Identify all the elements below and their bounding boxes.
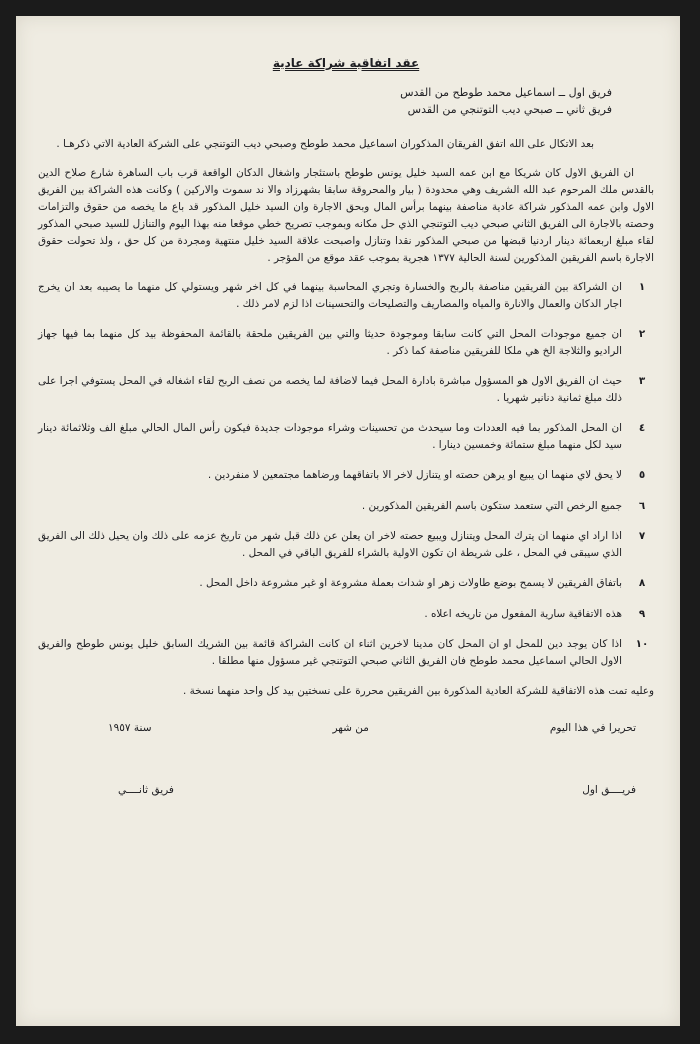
clause-item (38, 636, 654, 669)
clause-text: جميع الرخص التي ستعمد ستكون باسم الفريقين المذكورين . (361, 499, 622, 512)
signature-second-party: فريق ثانــــي (118, 784, 174, 796)
clause-item (38, 575, 654, 592)
clause-number: ٨ (638, 577, 646, 589)
clause-item (38, 606, 654, 623)
party-second: فريق ثاني ــ صبحي ديب التوتنجي من القدس (407, 103, 612, 116)
clause-item (38, 498, 654, 515)
clause-item (38, 528, 654, 561)
intro-paragraph: بعد الاتكال على الله اتفق الفريقان المذكوران اسماعيل محمد طوطح وصبحي ديب التوتنجي على الشركة العادية الاتي ذكرهـا . (56, 138, 594, 150)
party-first: فريق اول ــ اسماعيل محمد طوطح من القدس (400, 86, 612, 99)
clause-text: ان جميع موجودات المحل التي كانت سابقا وموجودة حديثا والتي بين الفريقين ملحقة بالقائمة المحفوظة بيد كل منهما بما فيها جهاز الراديو والثلاجة الخ هي ملكا للفريقين مناصفة كما ذكر . (38, 328, 622, 357)
clause-text: باتفاق الفريقين لا يسمح بوضع طاولات زهر او شدات بعملة مشروعة او غير مشروعة داخل المحل . (199, 577, 622, 589)
clause-number: ٩ (638, 607, 646, 620)
date-row (38, 722, 654, 734)
written-today-label: تحريرا في هذا اليوم (549, 722, 636, 734)
parties-block (38, 84, 654, 118)
clause-number: ٧ (638, 530, 646, 542)
clause-item (38, 373, 654, 406)
month-label: من شهر (332, 722, 369, 734)
contract-body (38, 56, 654, 796)
clauses-list (38, 279, 654, 669)
clause-item (38, 467, 654, 484)
clause-item (38, 279, 654, 312)
clause-number: ٦ (638, 499, 646, 512)
signature-row (38, 784, 654, 796)
clause-text: لا يحق لاي منهما ان يبيع او يرهن حصته او يتنازل لاخر الا باتفاقهما ورضاهما مجتمعين لا منفردين . (207, 469, 622, 481)
background-paragraph: ان الفريق الاول كان شريكا مع ابن عمه السيد خليل يونس طوطح باستئجار واشغال الدكان الواقعة قرب باب الساهرة شارع صلاح الدين بالقدس ملك المرحوم عبد الله الشريف وهي محدودة ( بيار والمحروقة سابقا بشهرزاد والا ند سموت والاركين ) وكانت هذه الشراكة بين الفريق الاول وابن عمه المذكور شراكة عادية مناصفة بينهما برأس المال وبحق الاجارة وان السيد خليل المذكور قد باع ما يخصه من حقوق والتزامات وحصته بالاجارة الى الفريق الثاني صبحي ديب التوتنجي الذي حل مكانه وبموجب تصريح خطي موقعا منه بهذا اليوم والتنازل للسيد صبحي المذكور لقاء مبلغ اربعمائة دينار اردنيا قبضها من صبحي المذكور نقدا وتنازل واصبحت علاقة السيد خليل منتهية ومجردة من كل حق ، ولذ تحولت حقوق الاجارة باسم الفريقين المذكورين لسنة الحالية ١٣٧٧ هجرية بموجب عقد موقع من المؤجر . (38, 167, 654, 264)
closing-paragraph: وعليه تمت هذه الاتفاقية للشركة العادية المذكورة بين الفريقين محررة على نسختين بيد كل واحد منهما نسخة . (182, 685, 654, 697)
clause-text: هذه الاتفاقية سارية المفعول من تاريخه اعلاه . (424, 607, 622, 620)
clause-item (38, 326, 654, 359)
clause-text: حيث ان الفريق الاول هو المسؤول مباشرة بادارة المحل فيما لاضافة لما يخصه من نصف الربح لقاء اشغاله في المحل يستوفي اجرا على ذلك مبلغ ثمانية دنانير شهريا . (38, 375, 622, 404)
clause-item (38, 420, 654, 453)
year-label: سنة ١٩٥٧ (108, 722, 152, 734)
clause-text: اذا كان يوجد دين للمحل او ان المحل كان مدينا لاخرين اثناء ان كانت الشراكة قائمة بين الشريك السابق خليل يونس طوطح والفريق الاول الحالي اسماعيل محمد طوطح فان الفريق الثاني صبحي التوتنجي غير مسؤول منها مطلقا . (38, 638, 622, 667)
clause-number: ٢ (638, 328, 646, 340)
clause-number: ٥ (638, 469, 646, 481)
clause-text: اذا اراد اي منهما ان يترك المحل ويتنازل ويبيع حصته لاخر ان يعلن عن ذلك قبل شهر من تاريخ عزمه على ذلك وان يحيل ذلك الى الفريق الذي سيبقى في المحل ، على شريطة ان تكون الاولية بالشراء للفريق الباقي في المحل . (38, 530, 622, 559)
clause-number: ٤ (638, 422, 646, 434)
document-page (16, 16, 680, 1026)
clause-number: ٣ (638, 375, 646, 387)
document-title: عقد اتفاقية شراكة عادية (272, 56, 420, 70)
clause-text: ان الشراكة بين الفريقين مناصفة بالربح والخسارة وتجري المحاسبة بينهما في كل اخر شهر ويستولي كل منهما ما يصيبه بعد ان يخرج اجار الدكان والعمال والانارة والمياه والمصاريف والتصليحات والتحسينات اذا لزم لامر ذلك . (38, 281, 622, 310)
clause-number: ١ (638, 281, 646, 293)
clause-text: ان المحل المذكور بما فيه العددات وما سيحدث من تحسينات وشراء موجودات جديدة فيكون رأس المال الحالي مبلغ الف وثلاثمائة دينار سيد لكل منهما مبلغ ستمائة وخمسين دينارا . (38, 422, 622, 451)
clause-number: ١٠ (635, 638, 649, 650)
signature-first-party: فريــــق اول (582, 784, 636, 796)
